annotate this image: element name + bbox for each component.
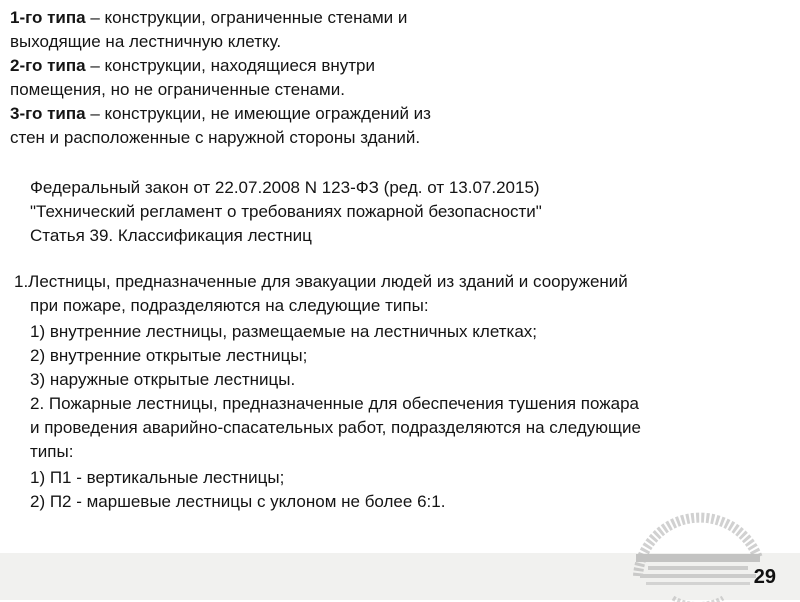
article-line: 3) наружные открытые лестницы. xyxy=(30,370,296,389)
law-title-line-1: Федеральный закон от 22.07.2008 N 123-ФЗ (ред. от 13.07.2015) xyxy=(30,178,540,197)
type-3-line-1 xyxy=(10,102,431,126)
article-line: 1) П1 - вертикальные лестницы; xyxy=(30,468,285,487)
article-line: типы: xyxy=(30,442,74,461)
law-article-title: Статья 39. Классификация лестниц xyxy=(30,226,312,245)
article-line: 1.Лестницы, предназначенные для эвакуации людей из зданий и сооружений xyxy=(14,272,628,291)
type-1-label: 1-го типа xyxy=(10,8,86,27)
type-3-line-2: стен и расположенные с наружной стороны зданий. xyxy=(10,128,421,147)
type-2-line-1 xyxy=(10,54,375,78)
type-1-line-1 xyxy=(10,6,407,30)
type-1-text: – конструкции, ограниченные стенами и xyxy=(85,8,408,27)
law-title-line-2: "Технический регламент о требованиях пожарной безопасности" xyxy=(30,202,542,221)
article-line: 2) П2 - маршевые лестницы с уклоном не более 6:1. xyxy=(30,492,446,511)
page-number: 29 xyxy=(753,566,776,588)
article-line: при пожаре, подразделяются на следующие типы: xyxy=(30,296,429,315)
type-3-label: 3-го типа xyxy=(10,104,86,123)
type-3-text: – конструкции, не имеющие ограждений из xyxy=(85,104,431,123)
type-1-line-2: выходящие на лестничную клетку. xyxy=(10,32,282,51)
type-2-text: – конструкции, находящиеся внутри xyxy=(85,56,376,75)
type-2-label: 2-го типа xyxy=(10,56,86,75)
type-2-line-2: помещения, но не ограниченные стенами. xyxy=(10,80,345,99)
article-line: 2. Пожарные лестницы, предназначенные для обеспечения тушения пожара xyxy=(30,394,639,413)
article-line: 2) внутренние открытые лестницы; xyxy=(30,346,308,365)
article-line: и проведения аварийно-спасательных работ, подразделяются на следующие xyxy=(30,418,641,437)
article-line: 1) внутренние лестницы, размещаемые на лестничных клетках; xyxy=(30,322,537,341)
